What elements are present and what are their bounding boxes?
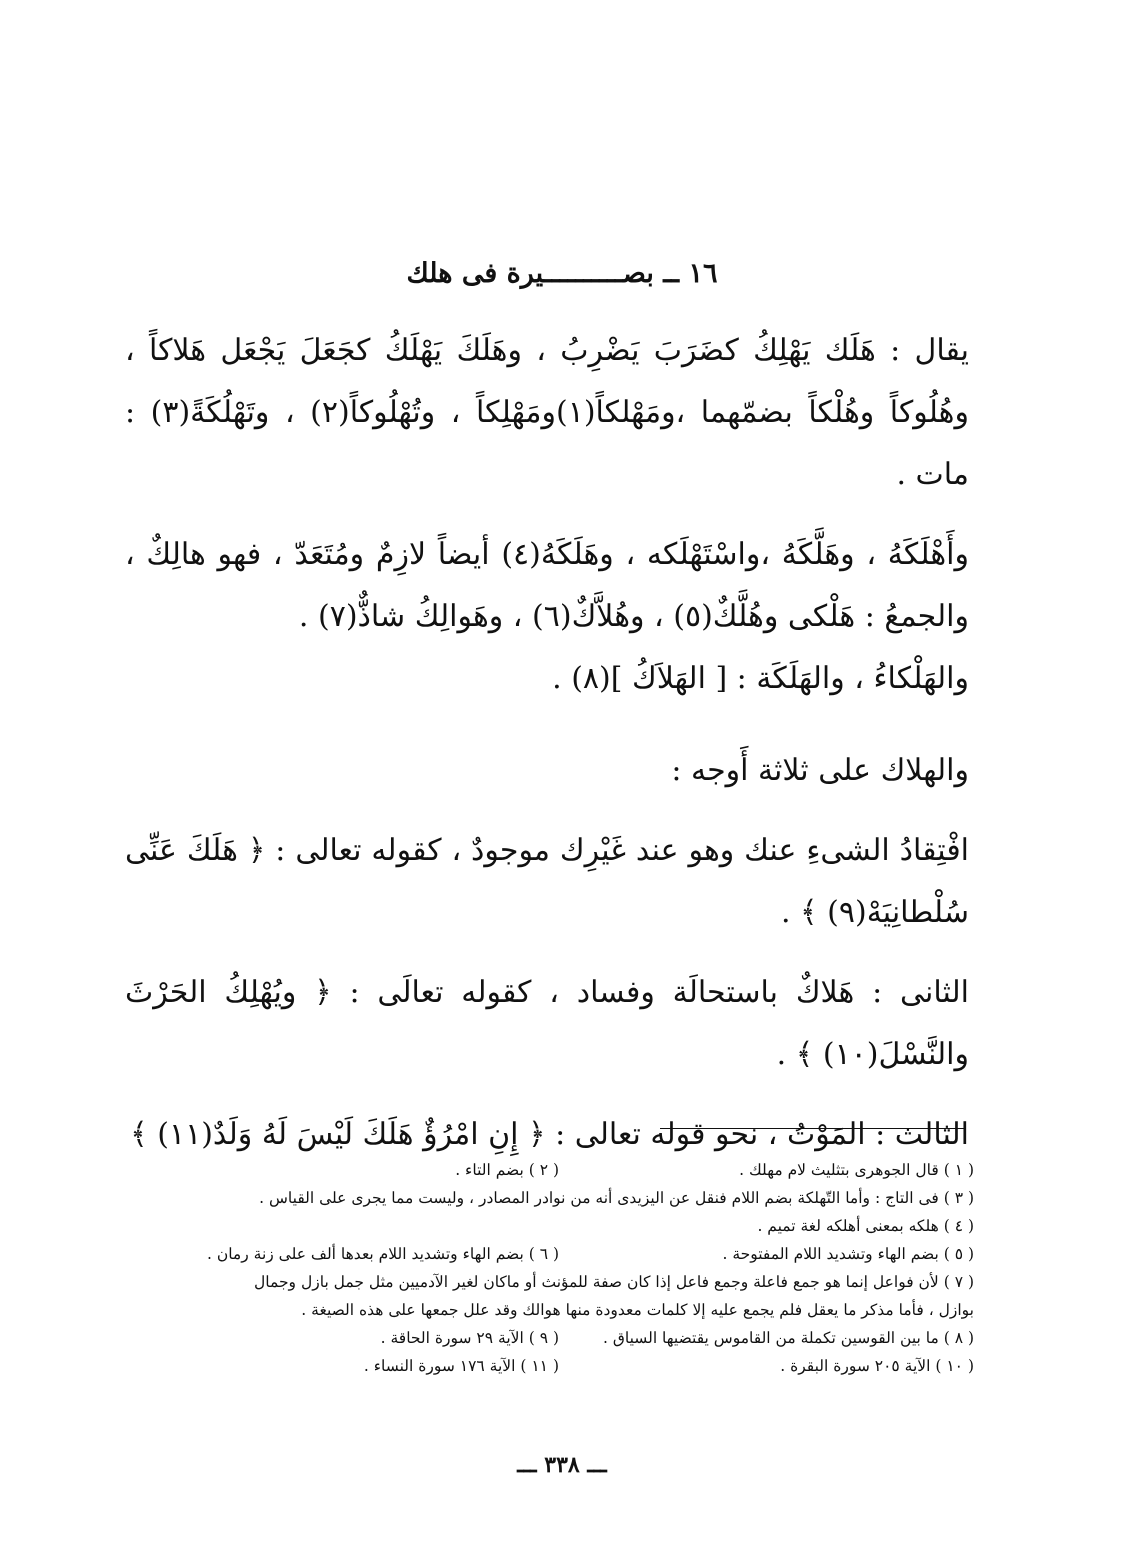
- footnotes: [120, 1156, 974, 1380]
- paragraph-definition: يقال : هَلَك يَهْلِكُ كضَرَبَ يَضْرِبُ ، وهَلَكَ يَهْلَكُ كجَعَلَ يَجْعَل هَلاكاً ، وهُلُوكاً وهُلْكاً بضمّهما ،ومَهْلكاً(١)ومَهْلِكاً ، وتُهْلُوكاً(٢) ، وتَهْلُكَةً(٣) : مات .: [125, 333, 969, 492]
- footnote-7-continued: بوازل ، فأما مذكر ما يعقل فلم يجمع عليه إلا كلمات معدودة منها هوالك وقد علل جمعها على هذه الصيغة .: [301, 1301, 974, 1319]
- paragraph-sense-three: الثالث : المَوْتُ ، نحو قوله تعالى : ﴿ إِنِ امْرُؤٌ هَلَكَ لَيْسَ لَهُ وَلَدٌ(١١) ﴾: [130, 1117, 969, 1152]
- footnote-row: [120, 1352, 974, 1380]
- footnote-11: ( ١١ ) الآية ١٧٦ سورة النساء .: [363, 1357, 559, 1375]
- footnote-4: ( ٤ ) هلكه بمعنى أهلكه لغة تميم .: [757, 1217, 974, 1235]
- footnote-row: [120, 1324, 974, 1352]
- paragraph-halkaa: والهَلْكاءُ ، والهَلَكَة : [ الهَلاَكُ ](٨) .: [552, 661, 969, 696]
- paragraph-sense-one: افْتِقادُ الشىءِ عنك وهو عند غَيْرِك موجودٌ ، كقوله تعالى : ﴿ هَلَكَ عَنِّى سُلْطانِيَهْ(٩) ﴾ .: [125, 833, 969, 930]
- footnote-8: ( ٨ ) ما بين القوسين تكملة من القاموس يقتضيها السياق .: [602, 1329, 974, 1347]
- page-number: ـــ ٣٣٨ ـــ: [517, 1452, 607, 1478]
- footnote-10: ( ١٠ ) الآية ٢٠٥ سورة البقرة .: [780, 1357, 974, 1375]
- footnote-row: [120, 1240, 974, 1268]
- paragraph-three-senses: والهلاك على ثلاثة أَوجه :: [671, 753, 969, 788]
- main-text: [125, 320, 969, 1166]
- paragraph-forms: وأَهْلَكَهُ ، وهَلَّكَهُ ،واسْتَهْلَكه ، وهَلَكَهُ(٤) أيضاً لازِمٌ ومُتَعَدّ ، فهو هالِكٌ ، والجمعُ : هَلْكى وهُلَّكٌ(٥) ، وهُلاَّكٌ(٦) ، وهَوالِكُ شاذٌّ(٧) .: [125, 537, 969, 634]
- footnote-3: ( ٣ ) فى التاج : وأما التّهلكة بضم اللام فنقل عن اليزيدى أنه من نوادر المصادر ، وليست مما يجرى على القياس .: [259, 1189, 974, 1207]
- footnote-2: ( ٢ ) بضم التاء .: [455, 1161, 559, 1179]
- footnote-separator: [660, 1128, 965, 1129]
- footnote-row: [120, 1156, 974, 1184]
- paragraph-sense-two: الثانى : هَلاكٌ باستحالَة وفساد ، كقوله تعالَى : ﴿ ويُهْلِكُ الحَرْثَ والنَّسْلَ(١٠) ﴾ .: [125, 975, 969, 1072]
- footnote-7: ( ٧ ) لأن فواعل إنما هو جمع فاعلة وجمع فاعل إذا كان صفة للمؤنث أو ماكان لغير الآدميين مثل جمل بازل وجمال: [254, 1273, 974, 1291]
- footnote-5: ( ٥ ) بضم الهاء وتشديد اللام المفتوحة .: [722, 1245, 974, 1263]
- footnote-9: ( ٩ ) الآية ٢٩ سورة الحاقة .: [380, 1329, 559, 1347]
- section-title: ١٦ ــ بصــــــــــيرة فى هلك: [406, 258, 718, 289]
- footnote-1: ( ١ ) قال الجوهرى بتثليث لام مهلك .: [739, 1161, 974, 1179]
- footnote-6: ( ٦ ) بضم الهاء وتشديد اللام بعدها ألف على زنة رمان .: [206, 1245, 559, 1263]
